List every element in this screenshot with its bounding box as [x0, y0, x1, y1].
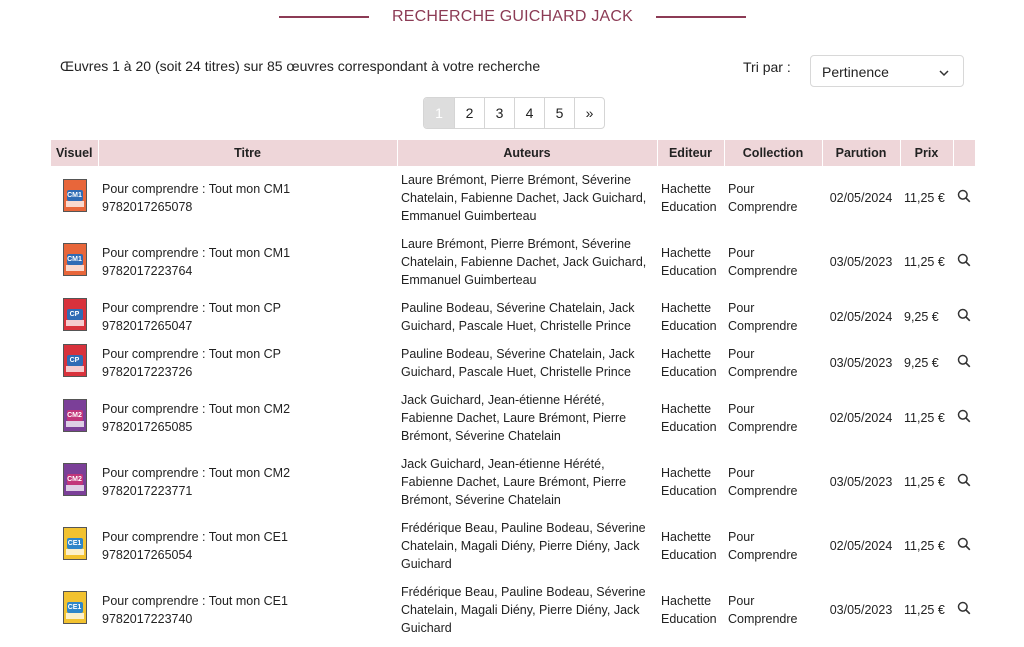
book-isbn: 9782017265085 [102, 420, 193, 434]
table-row[interactable] [51, 514, 975, 578]
cover-cell [51, 450, 98, 514]
book-isbn: 9782017265078 [102, 200, 193, 214]
cover-level-badge: CE1 [67, 540, 82, 547]
title-cell[interactable] [98, 166, 397, 230]
book-isbn: 9782017223726 [102, 365, 193, 379]
release-date-cell: 02/05/2024 [829, 411, 893, 425]
cover-decoration [66, 613, 84, 619]
book-title[interactable]: Pour comprendre : Tout mon CE1 [102, 530, 288, 544]
next-page-button[interactable]: » [574, 98, 604, 128]
book-cover-thumbnail[interactable] [63, 399, 87, 432]
publisher-cell: Hachette Education [661, 594, 717, 626]
cover-cell [51, 294, 98, 340]
results-table [51, 140, 975, 642]
page-title: RECHERCHE GUICHARD JACK [391, 8, 634, 25]
action-cell [953, 514, 975, 578]
page-3-button[interactable]: 3 [484, 98, 514, 128]
cover-cell [51, 230, 98, 294]
action-cell [953, 578, 975, 642]
release-date-cell: 03/05/2023 [829, 475, 893, 489]
cover-level-badge: CM2 [67, 476, 82, 483]
action-cell [953, 166, 975, 230]
sort-select-value: Pertinence [822, 64, 889, 80]
page-1-button[interactable]: 1 [424, 98, 454, 128]
book-isbn: 9782017223764 [102, 264, 193, 278]
publisher-cell: Hachette Education [661, 301, 717, 333]
result-count: Œuvres 1 à 20 (soit 24 titres) sur 85 œuvres correspondant à votre recherche [60, 58, 541, 74]
cover-level-badge: CM1 [67, 256, 82, 263]
cover-decoration [66, 421, 84, 427]
book-title[interactable]: Pour comprendre : Tout mon CP [102, 301, 282, 315]
action-cell [953, 386, 975, 450]
price-cell: 9,25 € [904, 356, 939, 370]
table-row[interactable] [51, 578, 975, 642]
release-date-cell: 03/05/2023 [829, 356, 893, 370]
publisher-cell: Hachette Education [661, 347, 717, 379]
book-title[interactable]: Pour comprendre : Tout mon CP [102, 347, 282, 361]
price-cell: 11,25 € [904, 539, 945, 553]
cover-cell [51, 166, 98, 230]
table-row[interactable] [51, 166, 975, 230]
authors-cell: Jack Guichard, Jean-étienne Hérété, Fabienne Dachet, Laure Brémont, Pierre Brémont, Séverine Chatelain [401, 393, 627, 443]
title-cell[interactable] [98, 578, 397, 642]
collection-cell: Pour Comprendre [728, 466, 798, 498]
cover-decoration [66, 485, 84, 491]
collection-cell: Pour Comprendre [728, 530, 798, 562]
table-header-row [51, 140, 975, 166]
pagination [423, 97, 605, 129]
action-cell [953, 230, 975, 294]
column-header-editeur[interactable]: Editeur [657, 140, 724, 166]
cover-decoration [66, 549, 84, 555]
book-title[interactable]: Pour comprendre : Tout mon CE1 [102, 594, 288, 608]
search-icon[interactable] [957, 601, 971, 620]
title-cell[interactable] [98, 514, 397, 578]
title-cell[interactable] [98, 294, 397, 340]
page-2-button[interactable]: 2 [454, 98, 484, 128]
price-cell: 11,25 € [904, 411, 945, 425]
price-cell: 11,25 € [904, 475, 945, 489]
cover-level-badge: CM2 [67, 412, 82, 419]
collection-cell: Pour Comprendre [728, 246, 798, 278]
release-date-cell: 02/05/2024 [829, 191, 893, 205]
search-icon[interactable] [957, 537, 971, 556]
table-row[interactable] [51, 340, 975, 386]
cover-decoration [66, 265, 84, 271]
table-row[interactable] [51, 294, 975, 340]
publisher-cell: Hachette Education [661, 466, 717, 498]
authors-cell: Laure Brémont, Pierre Brémont, Séverine Chatelain, Fabienne Dachet, Jack Guichard, Emmanuel Guimberteau [401, 173, 647, 223]
book-cover-thumbnail[interactable] [63, 591, 87, 624]
book-cover-thumbnail[interactable] [63, 179, 87, 212]
price-cell: 9,25 € [904, 310, 939, 324]
title-cell[interactable] [98, 340, 397, 386]
cover-decoration [66, 320, 84, 326]
search-icon[interactable] [957, 409, 971, 428]
book-cover-thumbnail[interactable] [63, 527, 87, 560]
release-date-cell: 02/05/2024 [829, 310, 893, 324]
cover-level-badge: CP [67, 355, 83, 366]
publisher-cell: Hachette Education [661, 530, 717, 562]
cover-cell [51, 386, 98, 450]
column-header-prix[interactable]: Prix [900, 140, 953, 166]
cover-decoration [66, 366, 84, 372]
page-heading [0, 0, 1024, 36]
release-date-cell: 02/05/2024 [829, 539, 893, 553]
book-title[interactable]: Pour comprendre : Tout mon CM2 [102, 402, 291, 416]
sort-label: Tri par : [743, 59, 791, 75]
heading-divider-left [279, 16, 369, 18]
column-header-visuel: Visuel [51, 140, 98, 166]
cover-cell [51, 340, 98, 386]
book-cover-thumbnail[interactable] [63, 298, 87, 331]
collection-cell: Pour Comprendre [728, 347, 798, 379]
column-header-actions [953, 140, 975, 166]
cover-cell [51, 514, 98, 578]
book-cover-thumbnail[interactable] [63, 463, 87, 496]
book-title[interactable]: Pour comprendre : Tout mon CM1 [102, 182, 291, 196]
title-cell[interactable] [98, 230, 397, 294]
search-icon[interactable] [957, 308, 971, 327]
search-icon[interactable] [957, 473, 971, 492]
title-cell[interactable] [98, 386, 397, 450]
column-header-auteurs[interactable]: Auteurs [397, 140, 657, 166]
collection-cell: Pour Comprendre [728, 402, 798, 434]
page-4-button[interactable]: 4 [514, 98, 544, 128]
collection-cell: Pour Comprendre [728, 182, 798, 214]
book-isbn: 9782017223740 [102, 612, 193, 626]
price-cell: 11,25 € [904, 191, 945, 205]
cover-level-badge: CP [67, 309, 83, 320]
cover-level-badge: CM1 [67, 192, 82, 199]
results-body [51, 166, 975, 642]
collection-cell: Pour Comprendre [728, 594, 798, 626]
sort-select[interactable] [810, 55, 964, 87]
collection-cell: Pour Comprendre [728, 301, 798, 333]
book-isbn: 9782017265054 [102, 548, 193, 562]
title-cell[interactable] [98, 450, 397, 514]
page-5-button[interactable]: 5 [544, 98, 574, 128]
cover-cell [51, 578, 98, 642]
authors-cell: Jack Guichard, Jean-étienne Hérété, Fabienne Dachet, Laure Brémont, Pierre Brémont, Séverine Chatelain [401, 457, 627, 507]
authors-cell: Frédérique Beau, Pauline Bodeau, Séverine Chatelain, Magali Diény, Pierre Diény, Jack Guichard [401, 521, 646, 571]
action-cell [953, 294, 975, 340]
search-icon[interactable] [957, 253, 971, 272]
book-title[interactable]: Pour comprendre : Tout mon CM2 [102, 466, 291, 480]
book-cover-thumbnail[interactable] [63, 243, 87, 276]
release-date-cell: 03/05/2023 [829, 603, 893, 617]
price-cell: 11,25 € [904, 603, 945, 617]
book-cover-thumbnail[interactable] [63, 344, 87, 377]
book-isbn: 9782017265047 [102, 319, 193, 333]
authors-cell: Pauline Bodeau, Séverine Chatelain, Jack Guichard, Pascale Huet, Christelle Prince [401, 347, 635, 379]
cover-level-badge: CE1 [67, 604, 82, 611]
table-row[interactable] [51, 230, 975, 294]
cover-decoration [66, 201, 84, 207]
column-header-collection[interactable]: Collection [724, 140, 822, 166]
price-cell: 11,25 € [904, 255, 945, 269]
column-header-titre[interactable]: Titre [98, 140, 397, 166]
release-date-cell: 03/05/2023 [829, 255, 893, 269]
publisher-cell: Hachette Education [661, 182, 717, 214]
chevron-down-icon [938, 66, 950, 84]
search-icon[interactable] [957, 189, 971, 208]
book-isbn: 9782017223771 [102, 484, 193, 498]
book-title[interactable]: Pour comprendre : Tout mon CM1 [102, 246, 291, 260]
publisher-cell: Hachette Education [661, 246, 717, 278]
table-row[interactable] [51, 450, 975, 514]
publisher-cell: Hachette Education [661, 402, 717, 434]
heading-divider-right [656, 16, 746, 18]
table-row[interactable] [51, 386, 975, 450]
authors-cell: Laure Brémont, Pierre Brémont, Séverine Chatelain, Fabienne Dachet, Jack Guichard, Emmanuel Guimberteau [401, 237, 647, 287]
search-icon[interactable] [957, 354, 971, 373]
authors-cell: Pauline Bodeau, Séverine Chatelain, Jack Guichard, Pascale Huet, Christelle Prince [401, 301, 635, 333]
action-cell [953, 450, 975, 514]
column-header-parution[interactable]: Parution [822, 140, 900, 166]
authors-cell: Frédérique Beau, Pauline Bodeau, Séverine Chatelain, Magali Diény, Pierre Diény, Jack Guichard [401, 585, 646, 635]
action-cell [953, 340, 975, 386]
